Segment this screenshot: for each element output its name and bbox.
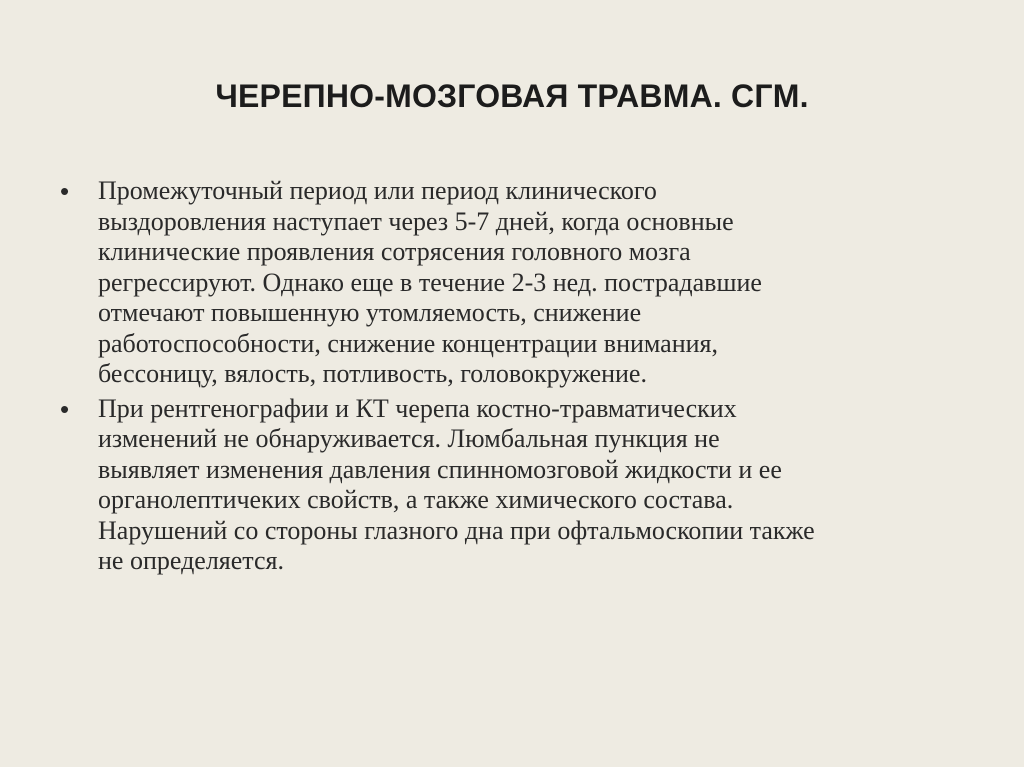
bullet-1-line-1: Промежуточный период или период клинического [98, 176, 657, 205]
bullet-1-line-3: клинические проявления сотрясения головного мозга [98, 237, 691, 266]
bullet-2-line-2: изменений не обнаруживается. Люмбальная пункция не [98, 424, 720, 453]
bullet-2-line-3: выявляет изменения давления спинномозговой жидкости и ее [98, 454, 782, 484]
bullet-icon: • [60, 176, 70, 206]
bullet-1-line-2: выздоровления наступает через 5-7 дней, когда основные [98, 206, 734, 236]
bullet-1-line-6: работоспособности, снижение концентрации внимания, [98, 328, 719, 358]
bullet-2-line-6: не определяется. [98, 546, 284, 575]
bullet-item-1 [60, 176, 980, 390]
bullet-1-line-4: регрессируют. Однако еще в течение 2-3 нед. пострадавшие [98, 267, 762, 297]
bullet-2-line-1: При рентгенографии и КТ черепа костно-травматических [98, 393, 737, 423]
bullet-icon: • [60, 393, 70, 424]
bullet-1-line-7: бессоницу, вялость, потливость, головокружение. [98, 359, 647, 388]
bullet-item-2 [60, 394, 980, 577]
bullet-2-line-4: органолептичеких свойств, а также химического состава. [98, 485, 734, 514]
slide-title: ЧЕРЕПНО-МОЗГОВАЯ ТРАВМА. СГМ. [215, 78, 809, 114]
bullet-list [60, 176, 980, 581]
bullet-2-line-5: Нарушений со стороны глазного дна при офтальмоскопии также [98, 515, 815, 545]
bullet-1-line-5: отмечают повышенную утомляемость, снижение [98, 298, 642, 327]
